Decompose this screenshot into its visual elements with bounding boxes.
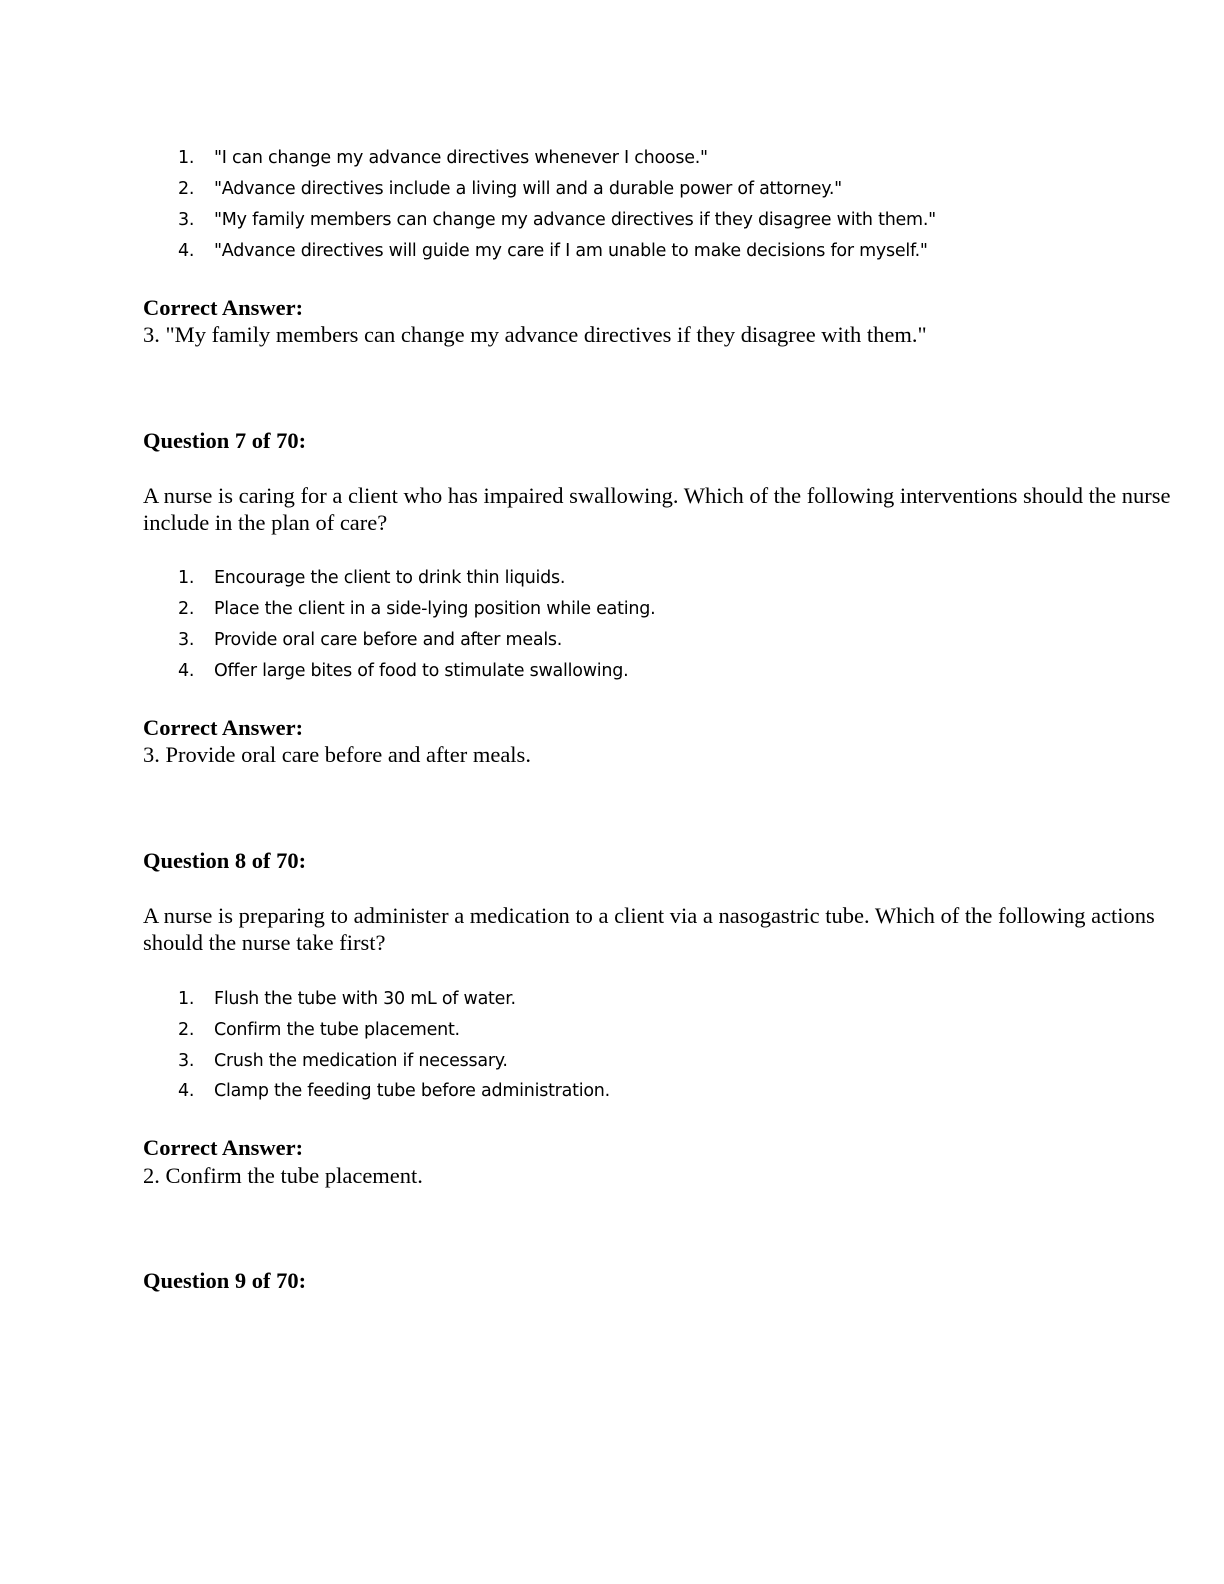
option-number: 3. (178, 210, 195, 230)
option-number: 2. (178, 179, 195, 199)
option-text: "Advance directives will guide my care if I am unable to make decisions for myself." (214, 241, 928, 261)
q7-answer-label: Correct Answer: (143, 715, 304, 740)
option-number: 1. (178, 568, 195, 588)
option-number: 4. (178, 661, 195, 681)
q8-answer-text: 2. Confirm the tube placement. (143, 1163, 423, 1188)
q8-answer-label: Correct Answer: (143, 1135, 304, 1160)
option-text: Clamp the feeding tube before administration. (214, 1081, 610, 1101)
q9-heading: Question 9 of 70: (143, 1268, 307, 1293)
option-text: Provide oral care before and after meals. (214, 630, 563, 650)
q7-heading: Question 7 of 70: (143, 428, 307, 453)
option-text: Place the client in a side-lying position while eating. (214, 599, 656, 619)
option-number: 4. (178, 1081, 195, 1101)
option-number: 1. (178, 989, 195, 1009)
option-number: 1. (178, 148, 195, 168)
option-number: 3. (178, 1051, 195, 1071)
option-text: Confirm the tube placement. (214, 1020, 460, 1040)
option-text: Flush the tube with 30 mL of water. (214, 989, 516, 1009)
q6-answer-text: 3. "My family members can change my advance directives if they disagree with them." (143, 322, 927, 347)
option-text: "Advance directives include a living will and a durable power of attorney." (214, 179, 842, 199)
option-text: Offer large bites of food to stimulate swallowing. (214, 661, 629, 681)
q7-answer-text: 3. Provide oral care before and after meals. (143, 742, 531, 767)
q6-answer-label: Correct Answer: (143, 295, 304, 320)
q7-stem: A nurse is caring for a client who has impaired swallowing. Which of the following interventions should the nurse include in the plan of care? (143, 483, 1171, 535)
q8-heading: Question 8 of 70: (143, 848, 307, 873)
option-text: "I can change my advance directives whenever I choose." (214, 148, 708, 168)
option-number: 4. (178, 241, 195, 261)
option-text: Crush the medication if necessary. (214, 1051, 508, 1071)
option-text: Encourage the client to drink thin liquids. (214, 568, 566, 588)
option-number: 3. (178, 630, 195, 650)
option-number: 2. (178, 599, 195, 619)
option-text: "My family members can change my advance directives if they disagree with them." (214, 210, 936, 230)
option-number: 2. (178, 1020, 195, 1040)
q8-stem: A nurse is preparing to administer a medication to a client via a nasogastric tube. Which of the following actions should the nurse take first? (143, 903, 1155, 955)
